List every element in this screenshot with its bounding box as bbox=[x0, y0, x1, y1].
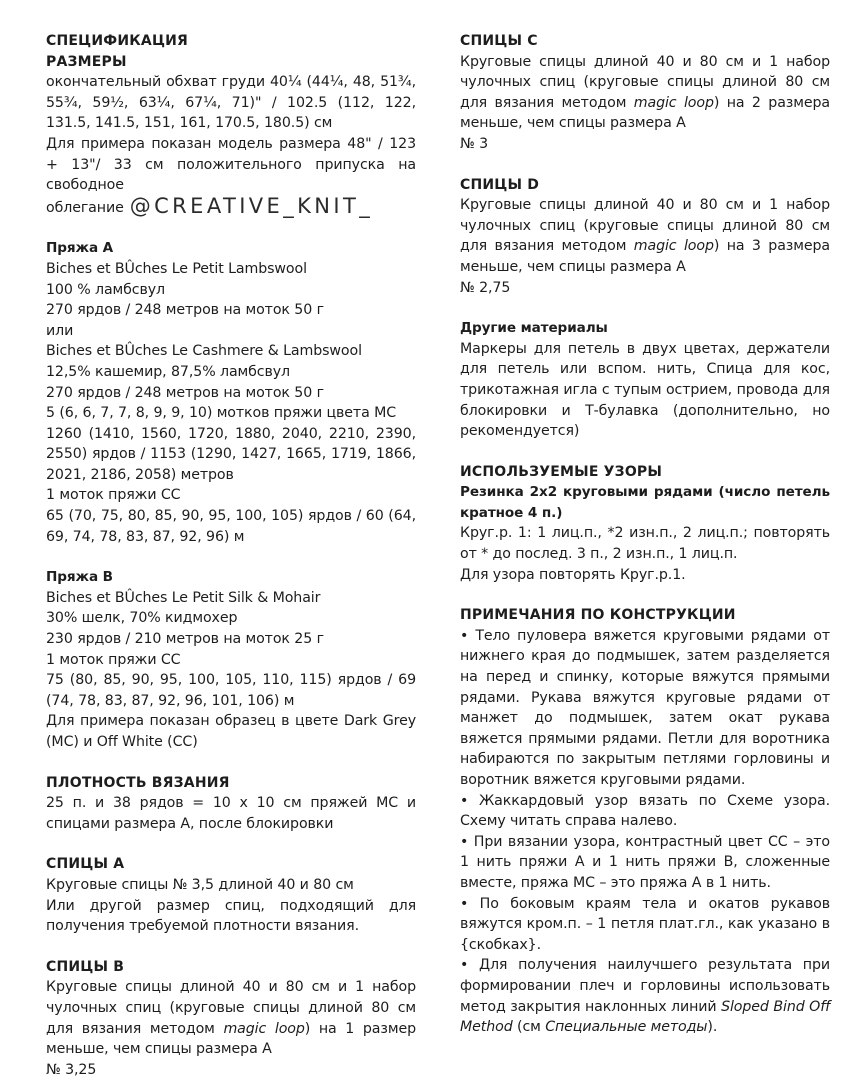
notes-item: • По боковым краям тела и окатов рукавов вяжутся кром.п. – 1 петля плат.гл., как указано в {скобках}. bbox=[460, 895, 830, 953]
needles-b-text: Круговые спицы длиной 40 и 80 см и 1 набор чулочных спиц (круговые спицы длиной 80 см для вязания методом magic loop) на 1 размер меньше, чем спицы размера А bbox=[46, 979, 416, 1058]
spec-title: СПЕЦИФИКАЦИЯ bbox=[46, 33, 189, 49]
yarn-a-title: Пряжа А bbox=[46, 240, 114, 257]
notes-item: • Тело пуловера вяжется круговыми рядами от нижнего края до подмышек, затем разделяется на перед и спинку, которые вяжутся прямыми рядами. Рукава вяжутся круговые рядами от манжет до подмышек, затем окат рукава вяжется прямыми рядами. Петли для воротника набираются по закрытым петлями горловины и воротник вяжется круговыми рядами. bbox=[460, 627, 830, 788]
needles-a-line: Круговые спицы № 3,5 длиной 40 и 80 см bbox=[46, 876, 354, 893]
other-materials-text: Маркеры для петель в двух цветах, держатели для петель или вспом. нить, Спица для кос, трикотажная игла с тупым острием, провода для блокировки и Т-булавка (дополнительно, но рекомендуется) bbox=[460, 340, 830, 440]
needles-c-number: № 3 bbox=[460, 135, 488, 152]
needles-c-title: СПИЦЫ С bbox=[460, 33, 538, 49]
yarn-b-line: 1 моток пряжи СС bbox=[46, 651, 181, 668]
right-column bbox=[460, 31, 830, 1038]
yarn-a-line: 270 ярдов / 248 метров на моток 50 г bbox=[46, 302, 324, 319]
yarn-a-line: или bbox=[46, 322, 74, 339]
patterns-line: Круг.р. 1: 1 лиц.п., *2 изн.п., 2 лиц.п.; повторять от * до послед. 3 п., 2 изн.п., 1 лиц.п. bbox=[460, 525, 830, 563]
yarn-a-line: 1 моток пряжи СС bbox=[46, 487, 181, 504]
patterns-title: ИСПОЛЬЗУЕМЫЕ УЗОРЫ bbox=[460, 463, 663, 480]
yarn-a-line: Biches et BÛches Le Petit Lambswool bbox=[46, 260, 307, 277]
needles-a-line: Или другой размер спиц, подходящий для получения требуемой плотности вязания. bbox=[46, 897, 416, 935]
watermark-logo: @CREATIVE_KNIT_ bbox=[129, 193, 374, 218]
patterns-subtitle: Резинка 2х2 круговыми рядами (число петель кратное 4 п.) bbox=[460, 484, 830, 521]
sizes-text: окончательный обхват груди 40¼ (44¼, 48, 51¾, 55¾, 59½, 63¼, 67¼, 71)" / 102.5 (112, 122, 131.5, 141.5, 151, 161, 170.5, 180.5) см bbox=[46, 74, 416, 132]
notes-title: ПРИМЕЧАНИЯ ПО КОНСТРУКЦИИ bbox=[460, 607, 736, 624]
other-materials-title: Другие материалы bbox=[460, 320, 608, 337]
left-column bbox=[46, 31, 416, 1080]
needles-c-text: Круговые спицы длиной 40 и 80 см и 1 набор чулочных спиц (круговые спицы длиной 80 см для вязания методом magic loop) на 2 размера меньше, чем спицы размера А bbox=[460, 53, 830, 132]
model-note: Для примера показан модель размера 48" / 123 + 13"/ 33 см положительного припуска на свободное облегание bbox=[46, 135, 416, 216]
model-text bbox=[46, 134, 416, 218]
gauge-text: 25 п. и 38 рядов = 10 х 10 см пряжей МС и спицами размера А, после блокировки bbox=[46, 795, 416, 832]
needles-b-title: СПИЦЫ В bbox=[46, 958, 125, 975]
notes-item: • Жаккардовый узор вязать по Схеме узора. Схему читать справа налево. bbox=[460, 792, 830, 830]
yarn-b-line: Biches et BÛches Le Petit Silk & Mohair bbox=[46, 589, 321, 606]
yarn-b-line: 75 (80, 85, 90, 95, 100, 105, 110, 115) ярдов / 69 (74, 78, 83, 87, 92, 96, 101, 106) м bbox=[46, 672, 416, 709]
needles-d-title: СПИЦЫ D bbox=[460, 176, 540, 193]
yarn-a-line: Biches et BÛches Le Cashmere & Lambswool bbox=[46, 343, 362, 360]
notes-item: • Для получения наилучшего результата при формировании плеч и горловины использовать метод закрытия наклонных линий Sloped Bind Off Method (см Специальные методы). bbox=[460, 957, 831, 1036]
yarn-b-line: Для примера показан образец в цвете Dark Grey (МС) и Off White (CC) bbox=[46, 713, 416, 750]
patterns-line: Для узора повторять Круг.р.1. bbox=[460, 566, 686, 583]
notes-item: • При вязании узора, контрастный цвет СС – это 1 нить пряжи А и 1 нить пряжи В, сложенные вместе, пряжа МС – это пряжа А в 1 нить. bbox=[460, 833, 830, 891]
sizes-title: РАЗМЕРЫ bbox=[46, 53, 127, 70]
yarn-a-line: 12,5% кашемир, 87,5% ламбсвул bbox=[46, 363, 291, 380]
needles-d-text: Круговые спицы длиной 40 и 80 см и 1 набор чулочных спиц (круговые спицы длиной 80 см для вязания методом magic loop) на 3 размера меньше, чем спицы размера А bbox=[460, 197, 830, 275]
needles-d-number: № 2,75 bbox=[460, 279, 511, 296]
yarn-a-line: 65 (70, 75, 80, 85, 90, 95, 100, 105) ярдов / 60 (64, 69, 74, 78, 83, 87, 92, 96) м bbox=[46, 508, 416, 545]
yarn-a-line: 1260 (1410, 1560, 1720, 1880, 2040, 2210, 2390, 2550) ярдов / 1153 (1290, 1427, 1665, 1719, 1866, 2021, 2186, 2058) метров bbox=[46, 425, 416, 483]
gauge-title: ПЛОТНОСТЬ ВЯЗАНИЯ bbox=[46, 774, 230, 791]
yarn-b-line: 30% шелк, 70% кидмохер bbox=[46, 610, 238, 627]
yarn-b-title: Пряжа В bbox=[46, 569, 113, 586]
needles-b-number: № 3,25 bbox=[46, 1061, 97, 1078]
yarn-b-line: 230 ярдов / 210 метров на моток 25 г bbox=[46, 631, 324, 648]
yarn-a-line: 5 (6, 6, 7, 7, 8, 9, 9, 10) мотков пряжи цвета МС bbox=[46, 405, 397, 422]
yarn-a-line: 270 ярдов / 248 метров на моток 50 г bbox=[46, 384, 324, 401]
yarn-a-line: 100 % ламбсвул bbox=[46, 281, 166, 298]
needles-a-title: СПИЦЫ А bbox=[46, 856, 125, 873]
